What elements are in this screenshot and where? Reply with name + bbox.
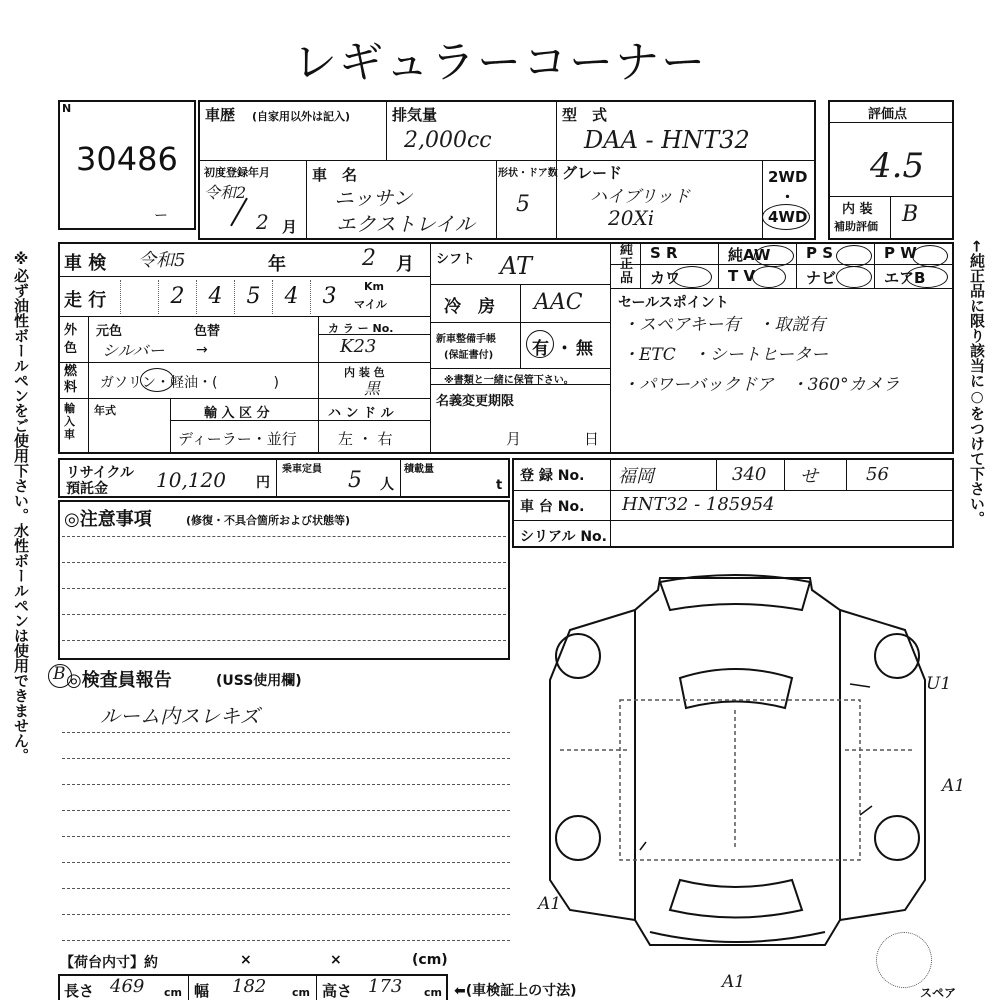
chassis-label: 車 台 No. [520,499,585,515]
dims-note: ⬅(車検証上の寸法) [454,983,577,999]
manual-no: 無 [576,339,593,359]
displacement-label: 排気量 [392,106,438,124]
first-reg-era: 令和2 [204,183,247,202]
sales-point-line: ・パワーバックドア ・360°カメラ [622,375,900,395]
lot-mark: ー [154,208,168,224]
color-change-label: 色替 [194,324,221,339]
registration-kana: せ [800,466,818,487]
car-windshield [680,669,792,708]
shaken-month: 2 [362,246,376,271]
recycle-label-2: 預託金 [66,481,108,497]
mileage-digit: 2 [158,280,196,314]
genuine-item: ナビ [806,269,837,287]
height-label: 高さ [322,982,353,1000]
genuine-item-circle [672,266,712,288]
car-name-label: 車 名 [312,166,358,184]
caution-ruled-line [62,562,506,563]
genuine-item-circle [906,266,948,288]
history-label: 車歴 [205,106,236,124]
inspector-ruled-line [62,914,510,915]
wheel-front-right [875,634,919,678]
genuine-label: 純正品 [620,243,634,286]
shift-label: シフト [436,252,476,267]
color-orig-label: 元色 [96,324,123,339]
car-damage-diagram [540,560,960,980]
manual-label-1: 新車整備手帳 [436,334,496,345]
inspector-ruled-line [62,732,510,733]
car-maker: ニッサン [334,186,413,210]
width-label: 幅 [194,982,210,1000]
car-right-side [840,610,925,920]
manual-sep: ・ [556,339,573,359]
import-year-label: 年式 [94,404,116,417]
capacity-label: 乗車定員 [282,464,322,475]
caution-ruled-line [62,640,506,641]
car-front-bumper [660,575,810,610]
damage-mark-a1-bottom: A1 [722,972,746,992]
genuine-item-circle [836,245,872,267]
manual-note: ※書類と一緒に保管下さい。 [444,375,574,386]
interior-label-2: 補助評価 [834,220,878,233]
drive-4wd-circle [762,204,810,230]
car-roof [620,700,860,860]
history-note: (自家用以外は記入) [252,110,351,123]
caution-note: (修復・不具合箇所および状態等) [186,514,351,527]
height-unit: cm [424,986,442,999]
name-change-day: 日 [584,430,600,448]
genuine-item-circle [754,245,794,267]
inspector-ruled-line [62,888,510,889]
model-value: DAA - HNT32 [584,126,750,154]
inspector-comment: ルーム内スレキズ [100,704,260,728]
inspector-ruled-line [62,784,510,785]
mileage-label: 走 行 [64,290,107,311]
import-handle-label: ハ ン ド ル [328,406,394,421]
color-arrow: → [196,342,208,358]
width-value: 182 [232,976,267,997]
load-unit: t [496,478,503,493]
inspector-ruled-line [62,810,510,811]
ac-label: 冷 房 [444,297,495,317]
registration-label: 登 録 No. [520,468,585,484]
shaken-month-unit: 月 [396,254,414,275]
serial-label: シリアル No. [520,529,607,545]
fuel-options: ガソリン・軽油・( ) [100,375,279,391]
name-change-label: 名義変更期限 [436,394,515,409]
shaken-era: 令和5 [138,250,186,271]
inspector-label: ◎検査員報告 [66,670,172,691]
length-value: 469 [110,976,145,997]
manual-label-2: (保証書付) [444,350,494,361]
lot-number: 30486 [76,140,178,178]
grade-value-1: ハイブリッド [590,187,691,207]
fuel-label: 燃料 [64,364,78,395]
genuine-item: S R [650,244,678,262]
fuel-gasoline-circle [140,368,174,392]
ac-value: AAC [534,290,583,315]
caution-ruled-line [62,614,506,615]
caution-ruled-line [62,588,506,589]
recycle-value: 10,120 [156,468,226,492]
genuine-item: カワ [650,269,681,287]
caution-label: ◎注意事項 [64,509,152,530]
mileage-digit: 4 [272,280,310,314]
height-value: 173 [368,976,403,997]
genuine-item: 純AW [728,246,771,264]
left-side-note: ※必ず油性ボールペンをご使用下さい。水性ボールペンは使用できません。 [12,250,30,763]
cargo-unit: (cm) [412,952,448,968]
genuine-item-circle [836,266,872,288]
import-kind-label: 輸 入 区 分 [204,406,270,421]
right-side-note: ←純正品に限り該当に○をつけて下さい。 [968,240,986,526]
displacement-value: 2,000cc [404,128,492,153]
sales-point-line: ・スペアキー有 ・取説有 [622,315,826,335]
sales-point-line: ・ETC ・シートヒーター [622,345,829,365]
caution-ruled-line [62,536,506,537]
car-rear-window [670,880,802,918]
genuine-item: エアB [884,269,926,287]
manual-yes: 有 [532,339,549,359]
wheel-rear-right [875,816,919,860]
inspector-note: (USS使用欄) [216,673,302,689]
color-code-label: カ ラ ー No. [328,322,394,335]
first-reg-month-unit: 月 [282,218,298,236]
width-unit: cm [292,986,310,999]
color-ext-label: 外色 [64,323,78,356]
length-label: 長さ [64,982,95,1000]
registration-area: 福岡 [618,466,654,487]
manual-yes-circle [526,330,554,358]
car-model-name: エクストレイル [336,212,475,236]
drive-4wd: 4WD [768,208,808,226]
recycle-label-1: リサイクル [66,465,135,481]
mileage-digit: 3 [310,280,348,314]
capacity-value: 5 [348,468,362,493]
genuine-item: T V [728,267,756,285]
shaken-year-unit: 年 [268,254,286,275]
model-label: 型 式 [562,106,608,124]
cargo-x2: × [330,952,342,968]
car-left-side [550,610,635,920]
drive-2wd: 2WD [768,168,808,186]
interior-label-1: 内 装 [842,202,873,217]
damage-mark-a1-left: A1 [538,894,562,914]
sales-points-label: セールスポイント [618,295,729,311]
mileage-unit-mile: マイル [354,298,387,311]
mileage-digits [120,280,352,314]
fuel-inner-value: 黒 [364,379,381,398]
mileage-unit-km: Km [364,280,384,293]
score-label: 評価点 [868,107,908,122]
genuine-item-circle [752,266,786,288]
interior-score: B [902,202,919,227]
inspector-mark: B [53,664,66,684]
genuine-item: P S [806,244,834,262]
inspector-ruled-line [62,862,510,863]
registration-class: 340 [732,464,767,485]
doors-value: 5 [516,192,530,217]
car-rear-bumper [650,932,825,942]
inspector-ruled-line [62,940,510,941]
genuine-item-circle [912,245,948,267]
wheel-front-left [556,634,600,678]
grade-value-2: 20Xi [608,206,655,230]
first-reg-month-value: 2 [256,210,269,234]
damage-mark-u1: U1 [926,674,952,694]
color-value: シルバー [102,341,165,360]
shaken-label: 車 検 [64,253,107,274]
capacity-unit: 人 [380,477,394,493]
length-unit: cm [164,986,182,999]
mileage-digit: 5 [234,280,272,314]
car-body-outline [635,578,840,945]
damage-mark-a1-right: A1 [942,776,966,796]
grade-label: グレード [562,164,623,182]
shift-value: AT [500,252,533,280]
spare-tire-circle [876,932,932,988]
load-label: 積載量 [404,464,434,475]
wheel-rear-left [556,816,600,860]
score-value: 4.5 [870,146,925,186]
import-kind-value: ディーラー・並行 [178,430,297,448]
fuel-inner-label: 内 装 色 [344,366,385,379]
inspector-ruled-line [62,758,510,759]
cargo-label: 【荷台内寸】約 [60,955,158,971]
cargo-x1: × [240,952,252,968]
name-change-month: 月 [506,430,522,448]
registration-number: 56 [866,464,889,485]
lot-label: N [62,102,72,115]
color-code: K23 [340,336,377,357]
chassis-value: HNT32 - 185954 [622,494,775,515]
drive-dot: ・ [780,188,796,206]
genuine-item: P W [884,244,917,262]
first-reg-label: 初度登録年月 [204,166,270,179]
inspector-ruled-line [62,836,510,837]
spare-label: スペア [920,986,957,1000]
page-title: レギュラーコーナー [293,37,707,88]
import-label: 輸入車 [64,402,75,441]
mileage-digit [120,280,158,314]
doors-label: 形状・ドア数 [498,168,558,179]
recycle-unit: 円 [256,475,270,491]
import-handle-value: 左 ・ 右 [338,430,393,448]
mileage-digit: 4 [196,280,234,314]
